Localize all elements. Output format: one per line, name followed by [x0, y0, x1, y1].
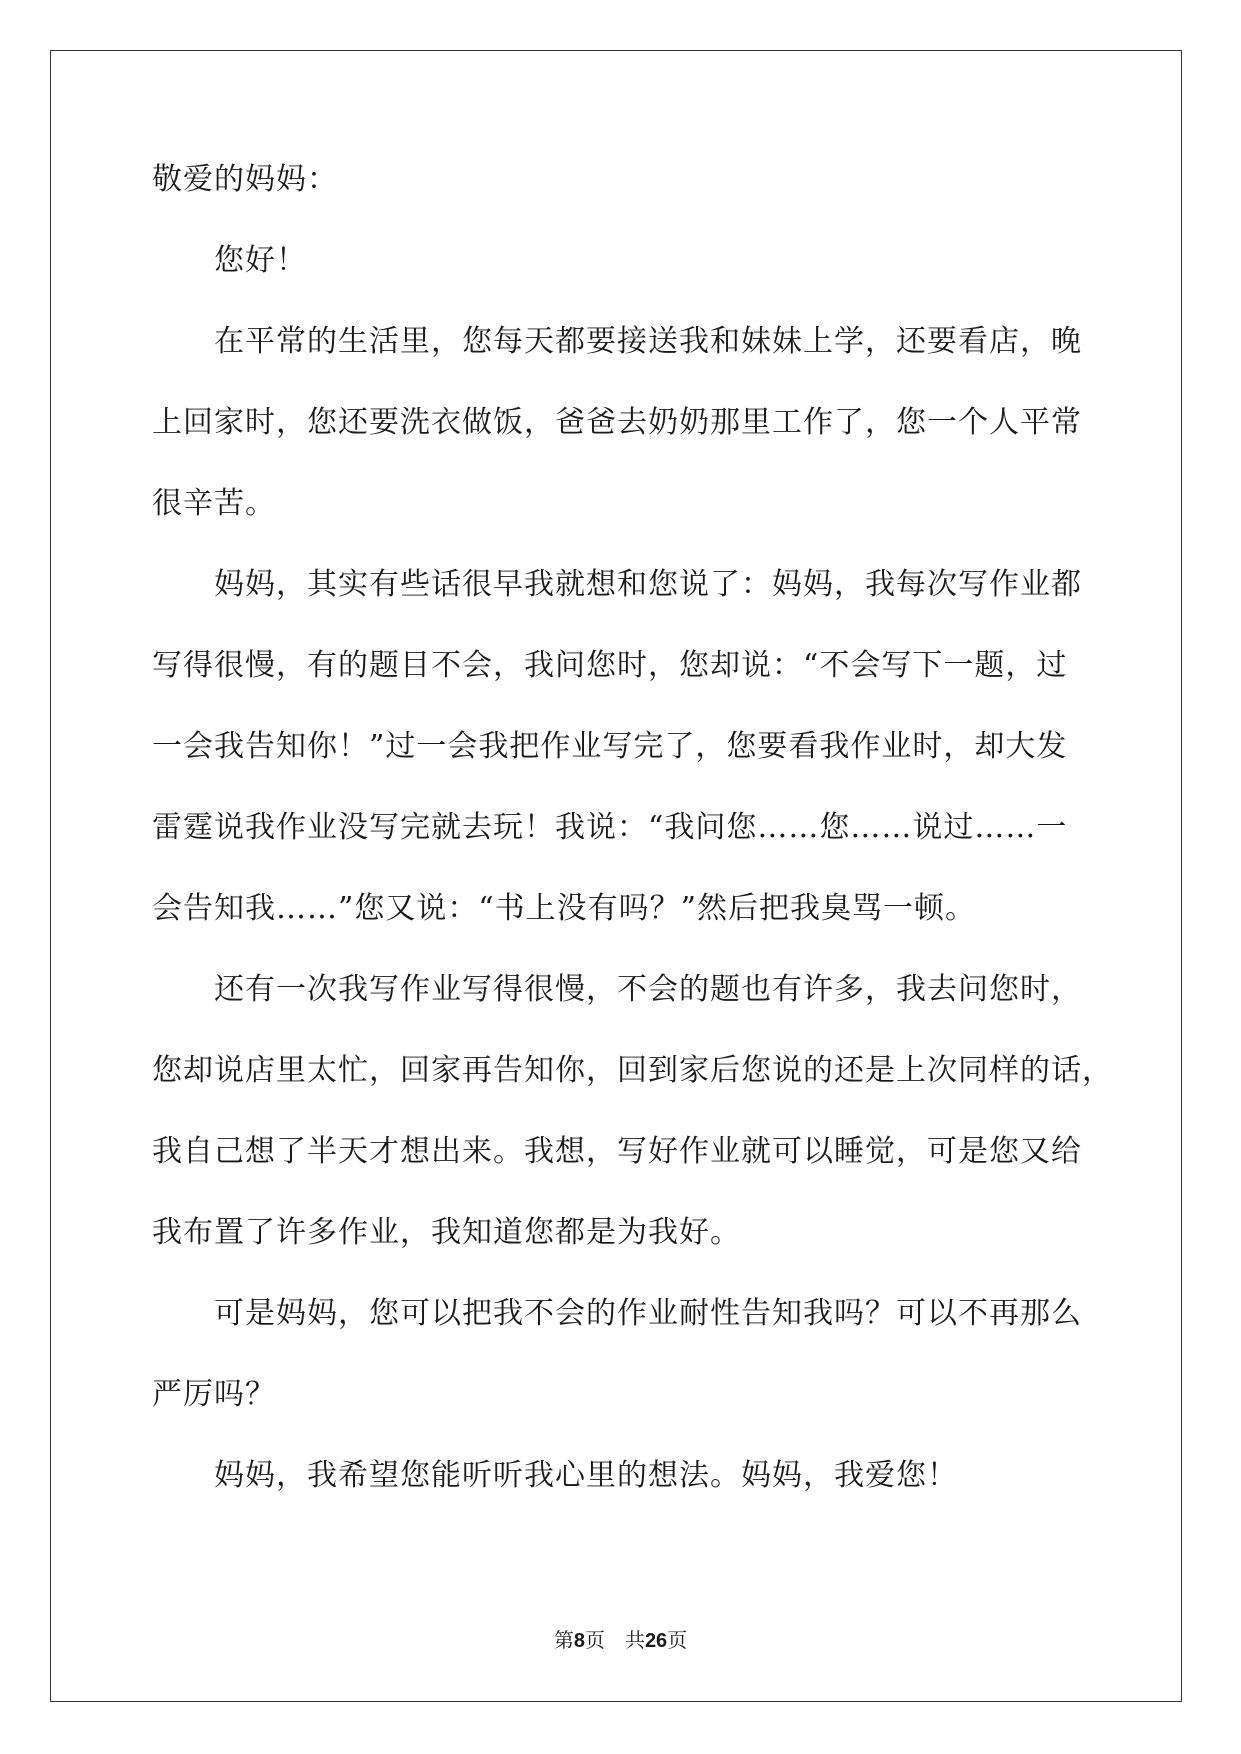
page-label-prefix: 第 [553, 1628, 574, 1652]
letter-line: 会告知我……”您又说：“书上没有吗？”然后把我臭骂一顿。 [152, 891, 977, 926]
letter-line: 妈妈，我希望您能听听我心里的想法。妈妈，我爱您！ [214, 1458, 958, 1493]
letter-line: 您好！ [214, 243, 307, 278]
letter-line: 可是妈妈，您可以把我不会的作业耐性告知我吗？可以不再那么 [214, 1296, 1082, 1331]
letter-line: 还有一次我写作业写得很慢，不会的题也有许多，我去问您时， [214, 972, 1082, 1007]
letter-line: 很辛苦。 [152, 486, 276, 521]
total-label-suffix: 页 [667, 1628, 688, 1652]
letter-line: 妈妈，其实有些话很早我就想和您说了：妈妈，我每次写作业都 [214, 567, 1082, 602]
page-number: 8 [573, 1630, 585, 1652]
total-label-prefix: 共 [624, 1628, 645, 1652]
page-label-suffix: 页 [584, 1628, 605, 1652]
letter-line: 您却说店里太忙，回家再告知你，回到家后您说的还是上次同样的话， [152, 1053, 1113, 1088]
letter-line: 我布置了许多作业，我知道您都是为我好。 [152, 1215, 741, 1250]
letter-line: 雷霆说我作业没写完就去玩！我说：“我问您……您……说过……一 [152, 810, 1068, 845]
letter-line: 上回家时，您还要洗衣做饭，爸爸去奶奶那里工作了，您一个人平常 [152, 405, 1082, 440]
page-footer [0, 1628, 1241, 1653]
letter-line: 严厉吗？ [152, 1377, 276, 1412]
letter-line: 写得很慢，有的题目不会，我问您时，您却说：“不会写下一题，过 [152, 648, 1068, 683]
letter-line: 敬爱的妈妈： [152, 162, 338, 197]
letter-line: 我自己想了半天才想出来。我想，写好作业就可以睡觉，可是您又给 [152, 1134, 1082, 1169]
letter-body [152, 160, 1113, 1537]
letter-line: 一会我告知你！”过一会我把作业写完了，您要看我作业时，却大发 [152, 729, 1068, 764]
total-pages: 26 [644, 1630, 668, 1652]
letter-line: 在平常的生活里，您每天都要接送我和妹妹上学，还要看店，晚 [214, 324, 1082, 359]
